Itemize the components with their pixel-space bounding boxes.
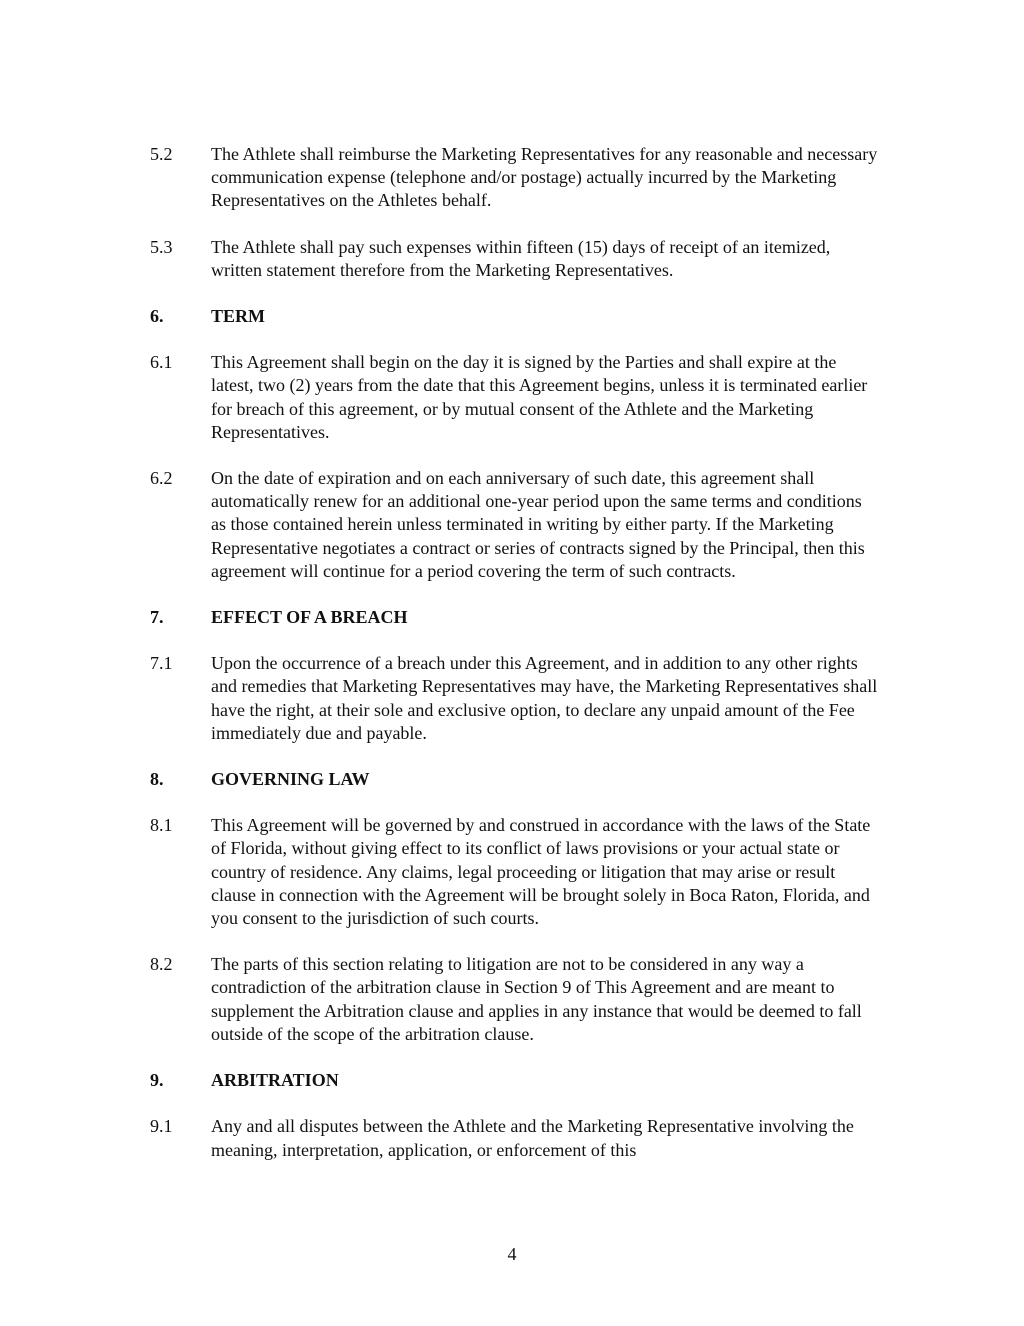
section-heading-6 [150, 305, 880, 328]
clause-number: 8.2 [150, 954, 173, 975]
clause-8-2 [150, 953, 880, 1046]
clause-5-3 [150, 236, 880, 282]
clause-text: On the date of expiration and on each anniversary of such date, this agreement shall automatically renew for an additional one-year period upon the same terms and conditions as those contained herein unless terminated in writing by either party. If the Marketing Representative negotiates a contract or series of contracts signed by the Principal, then this agreement will continue for a period covering the term of such contracts. [211, 468, 865, 581]
clause-number: 5.2 [150, 144, 173, 164]
clause-text: The Athlete shall reimburse the Marketing Representatives for any reasonable and necessary communication expense (telephone and/or postage) actually incurred by the Marketing Representatives on the Athletes behalf. [211, 144, 878, 211]
section-number: 8. [150, 769, 164, 790]
section-title: TERM [211, 306, 265, 327]
clause-text: Upon the occurrence of a breach under this Agreement, and in addition to any other rights and remedies that Marketing Representatives may have, the Marketing Representatives shall have the right, at their sole and exclusive option, to declare any unpaid amount of the Fee immediately due and payable. [211, 653, 878, 743]
section-heading-8 [150, 768, 880, 791]
clause-text: Any and all disputes between the Athlete and the Marketing Representative involving the meaning, interpretation, application, or enforcement of this [211, 1116, 854, 1160]
clause-number: 8.1 [150, 815, 173, 836]
section-number: 6. [150, 306, 164, 327]
section-number: 7. [150, 607, 164, 628]
section-title: GOVERNING LAW [211, 769, 370, 790]
page-number: 4 [507, 1244, 517, 1264]
section-number: 9. [150, 1070, 164, 1091]
clause-7-1 [150, 652, 880, 745]
clause-number: 5.3 [150, 236, 173, 257]
clause-number: 6.1 [150, 352, 173, 373]
document-body [150, 143, 880, 1162]
clause-8-1 [150, 814, 880, 930]
clause-5-2 [150, 143, 880, 213]
section-heading-7 [150, 606, 880, 629]
clause-text: The Athlete shall pay such expenses within fifteen (15) days of receipt of an itemized, written statement therefore from the Marketing Representatives. [211, 236, 831, 280]
clause-6-1 [150, 351, 880, 444]
clause-text: This Agreement shall begin on the day it is signed by the Parties and shall expire at the latest, two (2) years from the date that this Agreement begins, unless it is terminated earlier for breach of this agreement, or by mutual consent of the Athlete and the Marketing Representatives. [211, 352, 868, 442]
clause-6-2 [150, 467, 880, 583]
clause-number: 6.2 [150, 468, 173, 489]
clause-text: This Agreement will be governed by and construed in accordance with the laws of the State of Florida, without giving effect to its conflict of laws provisions or your actual state or country of residence. Any claims, legal proceeding or litigation that may arise or result clause in connection with the Agreement will be brought solely in Boca Raton, Florida, and you consent to the jurisdiction of such courts. [211, 815, 871, 929]
clause-number: 9.1 [150, 1116, 173, 1137]
clause-text: The parts of this section relating to litigation are not to be considered in any way a contradiction of the arbitration clause in Section 9 of This Agreement and are meant to supplement the Arbitration clause and applies in any instance that would be deemed to fall outside of the scope of the arbitration clause. [211, 954, 862, 1044]
section-title: ARBITRATION [211, 1070, 339, 1091]
section-title: EFFECT OF A BREACH [211, 607, 408, 628]
clause-9-1 [150, 1115, 880, 1161]
section-heading-9 [150, 1069, 880, 1092]
clause-number: 7.1 [150, 653, 173, 674]
